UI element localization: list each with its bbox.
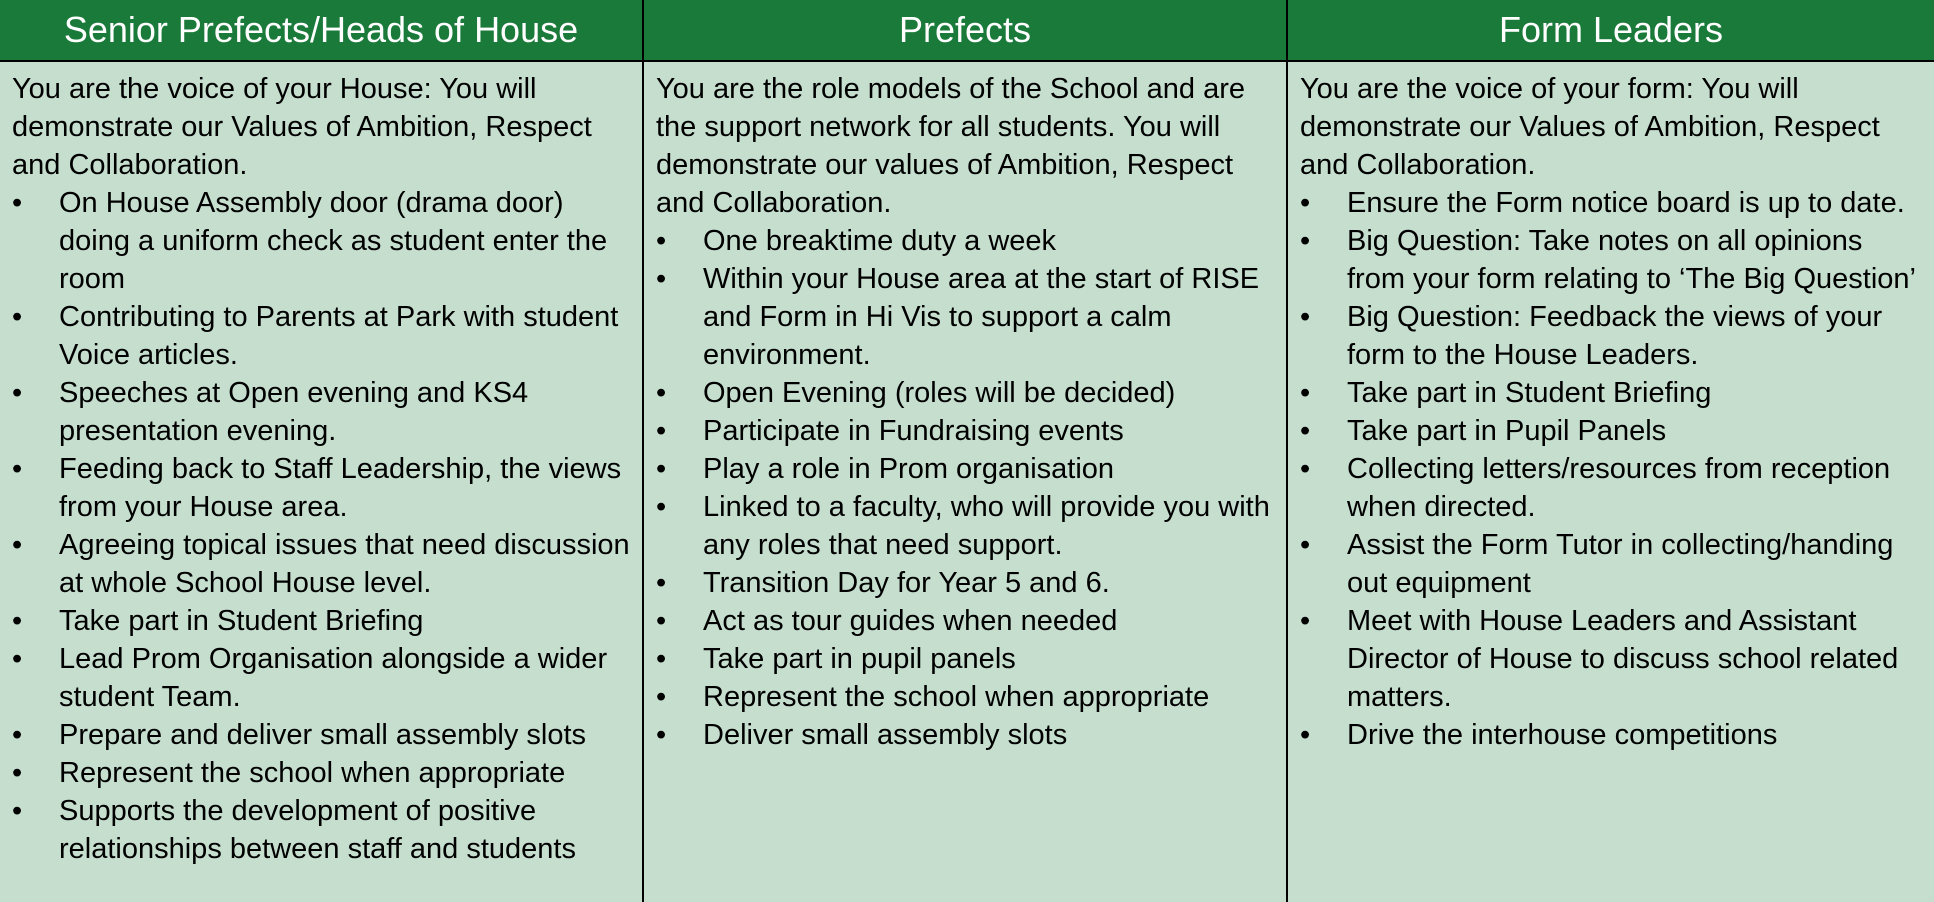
list-item-text: On House Assembly door (drama door) doing a uniform check as student enter the room [59, 187, 608, 295]
list-item [1300, 222, 1922, 298]
duties-list [12, 184, 630, 868]
bullet-icon: • [12, 643, 23, 675]
bullet-icon: • [656, 377, 667, 409]
list-item [12, 754, 630, 792]
bullet-icon: • [1300, 453, 1311, 485]
bullet-icon: • [656, 643, 667, 675]
list-item [656, 450, 1274, 488]
bullet-icon: • [1300, 529, 1311, 561]
list-item-text: Take part in Student Briefing [59, 605, 424, 637]
list-item-text: Open Evening (roles will be decided) [703, 377, 1176, 409]
list-item-text: Take part in Pupil Panels [1347, 415, 1667, 447]
bullet-icon: • [656, 225, 667, 257]
header-prefects: Prefects [643, 0, 1287, 61]
column-senior-prefects [0, 61, 643, 902]
header-senior-prefects: Senior Prefects/Heads of House [0, 0, 643, 61]
bullet-icon: • [12, 795, 23, 827]
list-item-text: Feeding back to Staff Leadership, the views from your House area. [59, 453, 622, 523]
header-row [0, 0, 1934, 61]
list-item-text: Big Question: Feedback the views of your form to the House Leaders. [1347, 301, 1883, 371]
list-item [1300, 450, 1922, 526]
bullet-icon: • [12, 453, 23, 485]
bullet-icon: • [12, 377, 23, 409]
list-item [1300, 374, 1922, 412]
bullet-icon: • [656, 567, 667, 599]
intro-text: You are the voice of your House: You will demonstrate our Values of Ambition, Respect and Collaboration. [12, 73, 592, 181]
list-item-text: Lead Prom Organisation alongside a wider student Team. [59, 643, 608, 713]
list-item [12, 602, 630, 640]
bullet-icon: • [656, 453, 667, 485]
list-item [656, 564, 1274, 602]
list-item-text: Ensure the Form notice board is up to date. [1347, 187, 1905, 219]
list-item [12, 184, 630, 298]
bullet-icon: • [656, 263, 667, 295]
list-item [12, 792, 630, 868]
bullet-icon: • [1300, 719, 1311, 751]
list-item [656, 602, 1274, 640]
duties-list [1300, 184, 1922, 754]
duties-list [656, 222, 1274, 754]
bullet-icon: • [656, 415, 667, 447]
list-item [656, 640, 1274, 678]
list-item [12, 526, 630, 602]
bullet-icon: • [1300, 605, 1311, 637]
bullet-icon: • [1300, 225, 1311, 257]
list-item-text: Agreeing topical issues that need discussion at whole School House level. [59, 529, 630, 599]
column-form-leaders [1287, 61, 1934, 902]
list-item-text: Take part in pupil panels [703, 643, 1016, 675]
list-item-text: Speeches at Open evening and KS4 presentation evening. [59, 377, 529, 447]
bullet-icon: • [12, 301, 23, 333]
list-item-text: Represent the school when appropriate [59, 757, 566, 789]
list-item-text: Deliver small assembly slots [703, 719, 1068, 751]
list-item-text: Drive the interhouse competitions [1347, 719, 1778, 751]
list-item [1300, 184, 1922, 222]
bullet-icon: • [12, 529, 23, 561]
list-item [12, 450, 630, 526]
bullet-icon: • [656, 681, 667, 713]
list-item [656, 716, 1274, 754]
bullet-icon: • [656, 491, 667, 523]
list-item-text: Collecting letters/resources from reception when directed. [1347, 453, 1891, 523]
bullet-icon: • [12, 719, 23, 751]
bullet-icon: • [12, 605, 23, 637]
list-item-text: Within your House area at the start of RISE and Form in Hi Vis to support a calm environment. [703, 263, 1260, 371]
bullet-icon: • [656, 719, 667, 751]
bullet-icon: • [1300, 187, 1311, 219]
list-item-text: Meet with House Leaders and Assistant Director of House to discuss school related matters. [1347, 605, 1899, 713]
list-item [1300, 526, 1922, 602]
list-item [656, 222, 1274, 260]
intro-text: You are the voice of your form: You will demonstrate our Values of Ambition, Respect and Collaboration. [1300, 73, 1880, 181]
list-item-text: Prepare and deliver small assembly slots [59, 719, 587, 751]
list-item [12, 640, 630, 716]
list-item-text: Linked to a faculty, who will provide you with any roles that need support. [703, 491, 1270, 561]
list-item-text: Big Question: Take notes on all opinions from your form relating to ‘The Big Question’ [1347, 225, 1916, 295]
list-item [656, 374, 1274, 412]
list-item-text: Represent the school when appropriate [703, 681, 1210, 713]
list-item-text: Act as tour guides when needed [703, 605, 1118, 637]
list-item [1300, 412, 1922, 450]
list-item-text: Assist the Form Tutor in collecting/handing out equipment [1347, 529, 1894, 599]
column-prefects [643, 61, 1287, 902]
list-item-text: Play a role in Prom organisation [703, 453, 1115, 485]
list-item [1300, 716, 1922, 754]
list-item [656, 260, 1274, 374]
bullet-icon: • [12, 757, 23, 789]
list-item [1300, 298, 1922, 374]
bullet-icon: • [1300, 377, 1311, 409]
bullet-icon: • [656, 605, 667, 637]
bullet-icon: • [12, 187, 23, 219]
list-item [656, 678, 1274, 716]
list-item [12, 716, 630, 754]
list-item-text: Participate in Fundraising events [703, 415, 1124, 447]
bullet-icon: • [1300, 415, 1311, 447]
list-item [656, 488, 1274, 564]
list-item [656, 412, 1274, 450]
list-item [12, 298, 630, 374]
content-row [0, 61, 1934, 902]
list-item [1300, 602, 1922, 716]
list-item-text: One breaktime duty a week [703, 225, 1057, 257]
intro-text: You are the role models of the School and are the support network for all students. You will demonstrate our values of Ambition, Respect and Collaboration. [656, 73, 1245, 219]
list-item [12, 374, 630, 450]
list-item-text: Supports the development of positive relationships between staff and students [59, 795, 576, 865]
bullet-icon: • [1300, 301, 1311, 333]
list-item-text: Take part in Student Briefing [1347, 377, 1712, 409]
list-item-text: Transition Day for Year 5 and 6. [703, 567, 1110, 599]
list-item-text: Contributing to Parents at Park with student Voice articles. [59, 301, 619, 371]
header-form-leaders: Form Leaders [1287, 0, 1934, 61]
